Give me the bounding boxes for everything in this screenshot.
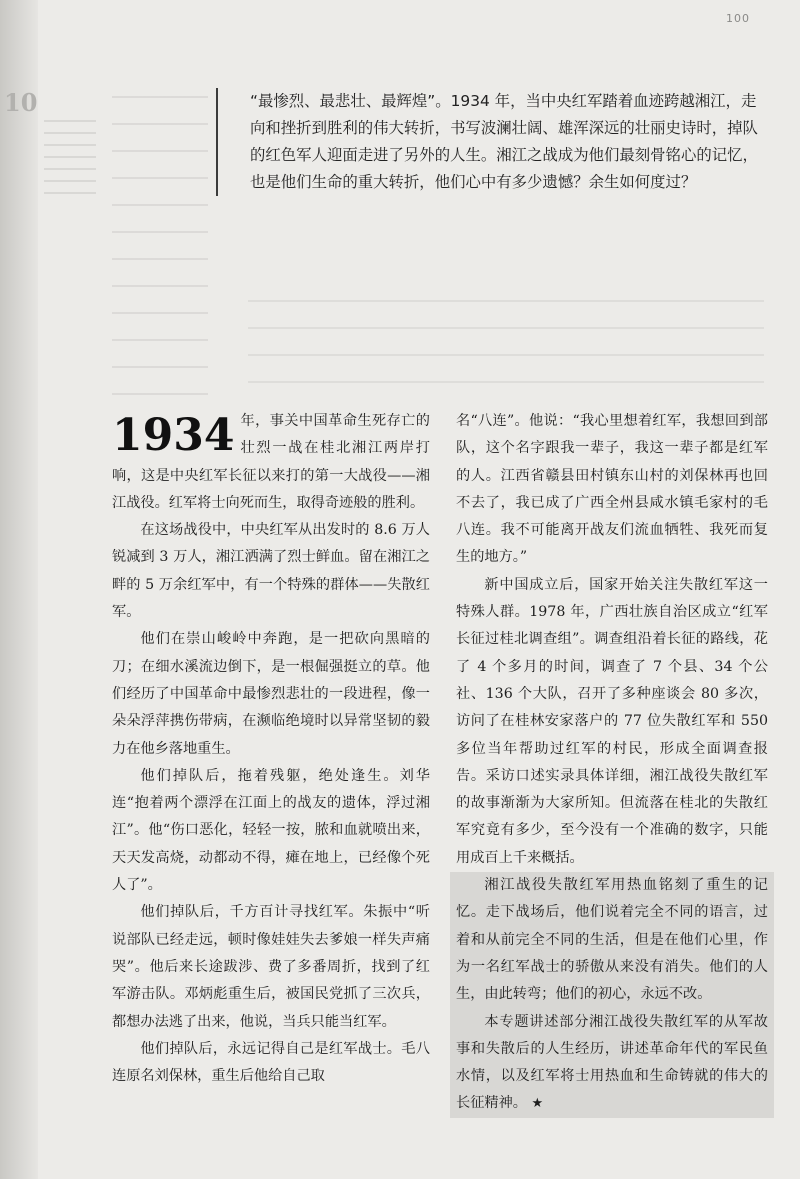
paragraph: 在这场战役中，中央红军从出发时的 8.6 万人锐减到 3 万人，湘江洒满了烈士鲜血。留在湘江之畔的 5 万余红军中，有一个特殊的群体——失散红军。 — [112, 522, 430, 621]
page-edge-shadow — [0, 0, 38, 1179]
show-through-texture — [112, 96, 208, 396]
intro-paragraph — [216, 88, 764, 196]
paragraph-text: 年，事关中国革命生死存亡的壮烈一战在桂北湘江两岸打响，这是中央红军长征以来打的第一大战役——湘江战役。红军将士向死而生，取得奇迹般的胜利。 — [112, 413, 430, 511]
paragraph-text: 本专题讲述部分湘江战役失散红军的从军故事和失散后的人生经历，讲述革命年代的军民鱼水情，以及红军将士用热血和生命铸就的伟大的长征精神。 — [456, 1013, 768, 1112]
dropcap-year: 1934 — [112, 410, 235, 461]
page-number: 100 — [726, 12, 750, 25]
paragraph: 他们掉队后，拖着残躯，绝处逢生。刘华连“抱着两个漂浮在江面上的战友的遗体，浮过湘江”。他“伤口恶化，轻轻一按，脓和血就喷出来，天天发高烧，动都动不得，瘫在地上，已经像个死人了”。 — [112, 767, 430, 894]
paragraph: 他们掉队后，永远记得自己是红军战士。毛八连原名刘保林，重生后他给自己取 — [112, 1040, 430, 1085]
paragraph: 新中国成立后，国家开始关注失散红军这一特殊人群。1978 年，广西壮族自治区成立“红军长征过桂北调查组”。调查组沿着长征的路线，花了 4 个多月的时间，调查了 7 个县、34 个公社、136 个大队，召开了多种座谈会 80 多次，访问了在桂林安家落户的 77 位失散红军和 550 多位当年帮助过红军的村民，形成全面调查报告。采访口述实录具体详细，湘江战役失散红军的故事渐渐为大家所知。但流落在桂北的失散红军究竟有多少，至今没有一个准确的数字，只能用成百上千来概括。 — [456, 576, 768, 866]
article-column-left — [112, 408, 430, 1090]
paragraph: 名“八连”。他说：“我心里想着红军，我想回到部队，这个名字跟我一辈子，我这一辈子都是红军的人。江西省赣县田村镇东山村的刘保林再也回不去了，我已成了广西全州县咸水镇毛家村的毛八连。我不可能离开战友们流血牺牲、我死而复生的地方。” — [456, 413, 768, 566]
paragraph — [112, 408, 430, 517]
show-through-texture — [248, 300, 764, 400]
margin-number: 10 — [4, 88, 38, 117]
end-mark-star: ★ — [531, 1096, 544, 1112]
paragraph: 湘江战役失散红军用热血铭刻了重生的记忆。走下战场后，他们说着完全不同的语言，过着和从前完全不同的生活，但是在他们心里，作为一名红军战士的骄傲从来没有消失。他们的人生，由此转弯；他们的初心，永远不改。 — [456, 877, 768, 1003]
margin-show-through — [44, 120, 96, 200]
paragraph: 他们在崇山峻岭中奔跑，是一把砍向黑暗的刀；在细水溪流边倒下，是一根倔强挺立的草。他们经历了中国革命中最惨烈悲壮的一段进程，像一朵朵浮萍携伤带病，在濒临绝境时以异常坚韧的毅力在他乡落地重生。 — [112, 631, 430, 757]
shaded-box — [450, 872, 774, 1118]
intro-text: “最惨烈、最悲壮、最辉煌”。1934 年，当中央红军踏着血迹跨越湘江，走向和挫折到胜利的伟大转折，书写波澜壮阔、雄浑深远的壮丽史诗时，掉队的红色军人迎面走进了另外的人生。湘江之战成为他们最刻骨铭心的记忆，也是他们生命的重大转折，他们心中有多少遗憾？余生如何度过？ — [250, 92, 758, 191]
paragraph — [456, 1009, 768, 1118]
article-column-right — [456, 408, 768, 1118]
paragraph: 他们掉队后，千方百计寻找红军。朱振中“听说部队已经走远，顿时像娃娃失去爹娘一样失声痛哭”。他后来长途跋涉、费了多番周折，找到了红军游击队。邓炳彪重生后，被国民党抓了三次兵，都想办法逃了出来，他说，当兵只能当红军。 — [112, 904, 430, 1030]
